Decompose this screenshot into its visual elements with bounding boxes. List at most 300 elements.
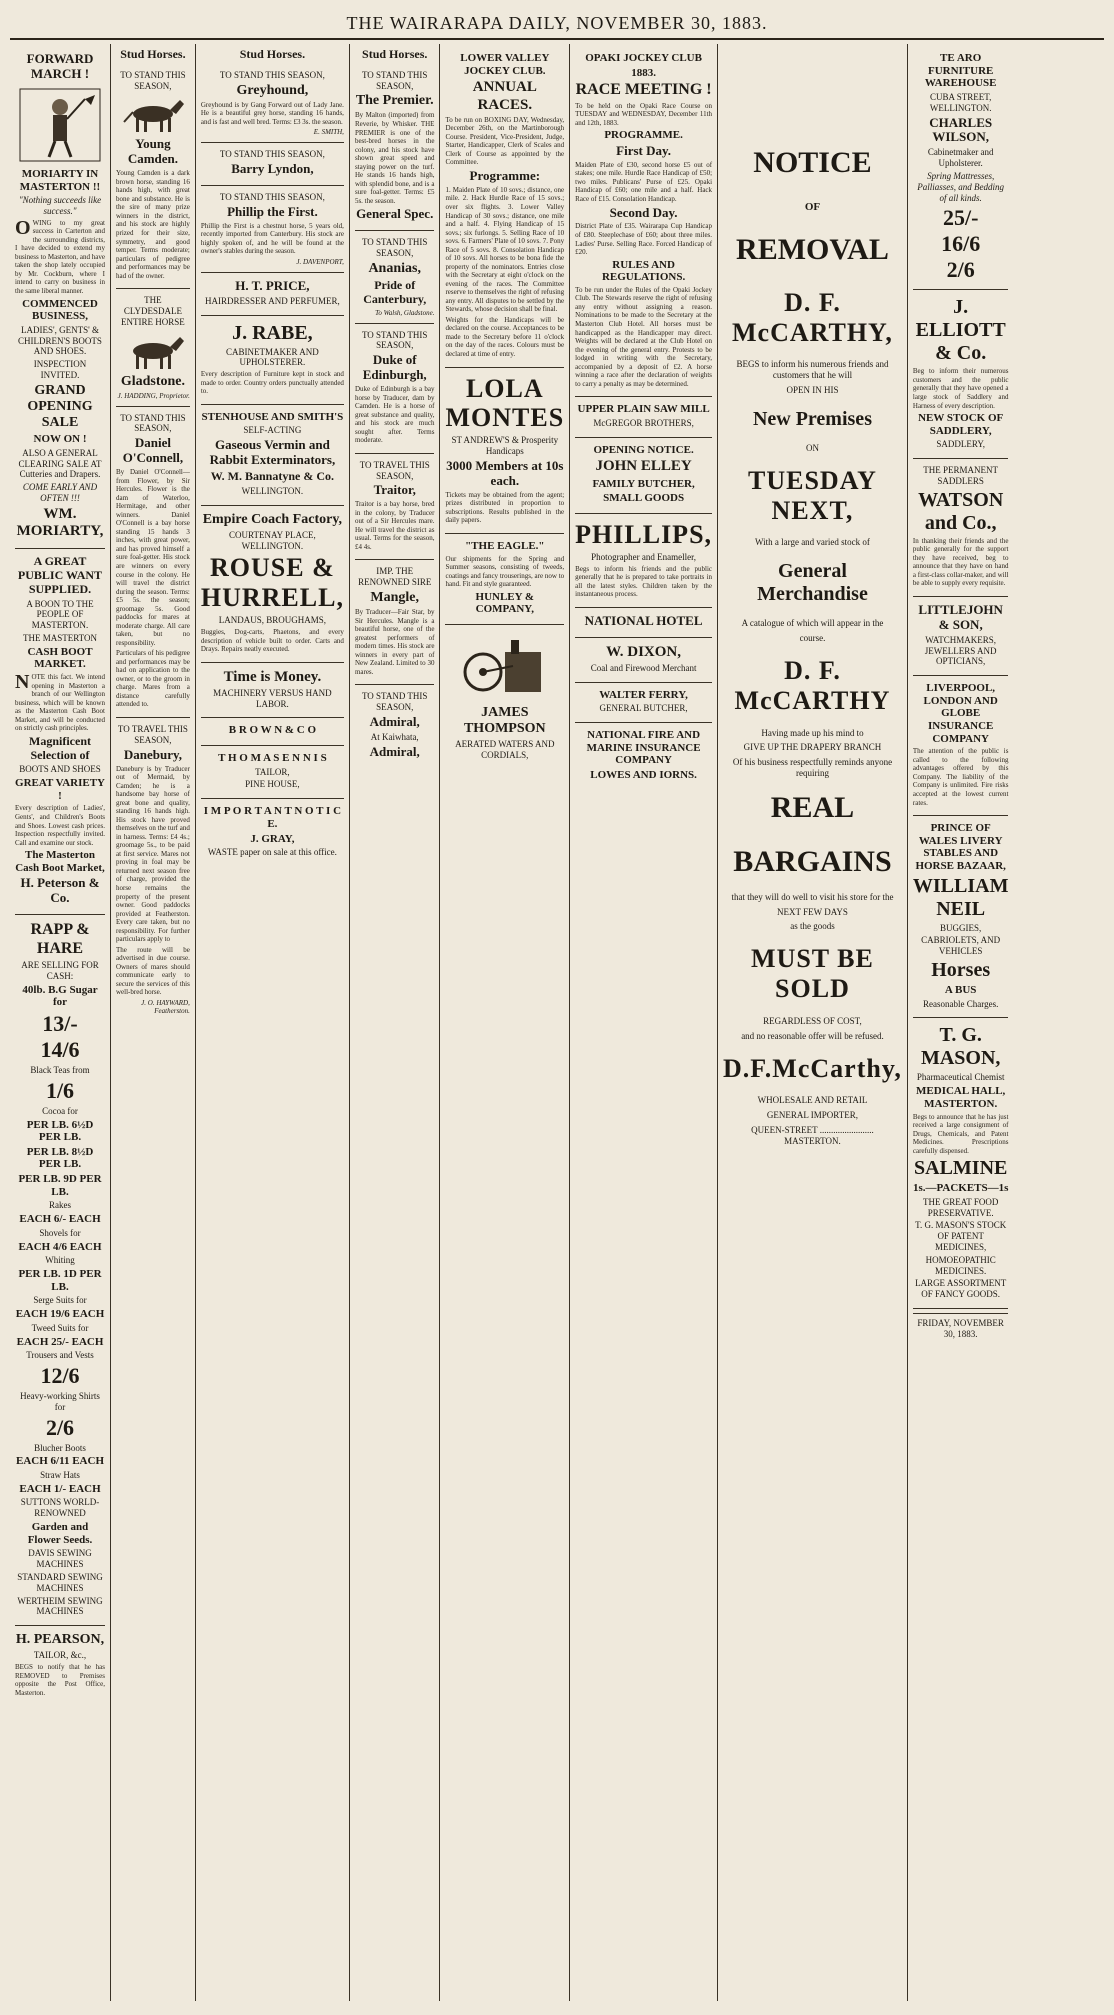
tweed-line: Tweed Suits for — [31, 1322, 89, 1333]
black-teas-price: 1/6 — [45, 1077, 75, 1103]
national-insurance-ad — [575, 723, 712, 790]
column-8 — [908, 44, 1014, 2001]
mason-stock-line: T. G. MASON'S STOCK OF PATENT MEDICINES, — [915, 1220, 1007, 1253]
column-3 — [196, 44, 350, 2001]
danebury-ad — [116, 718, 190, 1021]
watson-ad — [913, 459, 1009, 597]
danebury-body: Danebury is by Traducer out of Mermaid, by Camden; he is a handsome bay horse of great bone and quality, standing 16 hands high. His stock have proved themselves on the turf and in harness. Terms: £4 4s.; groomage 5s., to be paid at first service. Mares not proving in foal may be returned next season free of charge, provided the horse remains the property of the present owner. Good paddocks provided at Featherston. Every care taken, but no responsibility. For further particulars apply to — [116, 764, 190, 944]
phillips-ad — [575, 514, 712, 608]
watchmakers-line: WATCHMAKERS, JEWELLERS AND OPTICIANS, — [924, 634, 997, 667]
pearson-name: H. PEARSON, — [15, 1632, 105, 1648]
coal-line: Coal and Firewood Merchant — [590, 662, 697, 673]
moriarty-body: OWING to my great success in Carterton and the surrounding districts, I have decided to extend my business to Masterton, and have taken the shop lately occupied by Mr. Cockburn, where I intend to carry on business in the same liberal manner. — [15, 216, 105, 295]
shovels-line: Shovels for — [39, 1227, 81, 1238]
rapp-hare-ad — [15, 915, 105, 1626]
mangle-name: Mangle, — [370, 590, 419, 606]
new-stock-line: NEW STOCK OF SADDLERY, — [918, 412, 1004, 437]
wm-moriarty-name: WM. MORIARTY, — [16, 505, 104, 539]
ladies-line: LADIES', GENTS' & CHILDREN'S BOOTS AND SHOES. — [18, 324, 102, 357]
rabe-body: Every description of Furniture kept in stock and made to order. Country orders punctually attended to. — [200, 370, 344, 396]
hunley-name: HUNLEY & COMPANY, — [475, 590, 535, 616]
column-6 — [570, 44, 718, 2001]
sugar-line: 40lb. B.G Sugar for — [22, 983, 98, 1009]
column-7 — [718, 44, 908, 2001]
littlejohn-name: LITTLEJOHN & SON, — [918, 601, 1003, 632]
great-food-line: THE GREAT FOOD PRESERVATIVE. — [923, 1196, 999, 1218]
of-line: OF — [804, 200, 821, 213]
great-variety-line: GREAT VARIETY ! — [15, 777, 105, 802]
walter-ferry-name: WALTER FERRY, — [599, 688, 688, 701]
phillip-first-ad — [201, 186, 344, 273]
begs-line: BEGS to inform his numerous friends and customers that he will — [736, 359, 889, 381]
phillips-body: Begs to inform his friends and the public generally that he is prepared to take portraits in all the latest styles. Children taken by the instantaneous process. — [575, 564, 713, 599]
upper-plain-title: UPPER PLAIN SAW MILL — [577, 403, 710, 416]
elley-name: JOHN ELLEY — [595, 458, 692, 475]
as-goods-line: as the goods — [790, 921, 835, 932]
liverpool-body: The attention of the public is called to the following advantages offered by this Company. The liability of the Company is unlimited. Fire risks accepted at the lowest current rates. — [912, 747, 1009, 807]
removal-heading: REMOVAL — [736, 233, 889, 267]
with-line: With a large and varied stock of — [754, 537, 870, 548]
important-notice-ad — [201, 799, 344, 866]
candles-price: PER LB. 9D PER LB. — [18, 1173, 102, 1198]
mattresses-line: Spring Mattresses, Palliasses, and Bedding of all kinds. — [917, 170, 1005, 203]
small-goods-line: SMALL GOODS — [603, 492, 685, 505]
catalogue-line: A catalogue of which will appear in the — [741, 618, 884, 629]
moriarty-ad — [15, 46, 105, 549]
real-heading: REAL — [770, 790, 855, 824]
ferry-ad — [575, 683, 712, 723]
stand-line: TO STAND THIS SEASON, — [361, 691, 428, 713]
are-selling-line: ARE SELLING FOR CASH: — [21, 960, 99, 981]
stenhouse-name: STENHOUSE AND SMITH'S — [201, 410, 344, 423]
sugar-price: 13/- — [42, 1010, 78, 1036]
traitor-ad — [355, 454, 435, 561]
dixon-ad — [575, 638, 712, 683]
stand-line: TO STAND THIS SEASON, — [361, 329, 428, 351]
chemist-line: Pharmaceutical Chemist — [916, 1072, 1005, 1083]
horses-heading: Horses — [931, 959, 991, 982]
smith-signature: E. SMITH, — [313, 128, 344, 137]
garden-seeds-line: Garden and Flower Seeds. — [27, 1521, 93, 1546]
black-teas-line: Black Teas from — [30, 1064, 90, 1075]
neil-ad — [913, 816, 1009, 1018]
cash-boot-market-ad — [15, 549, 105, 915]
mccarthy-name-2: D. F. McCARTHY — [734, 655, 891, 715]
greyhound-name: Greyhound, — [236, 82, 309, 98]
column-4 — [350, 44, 441, 2001]
lola-body: Tickets may be obtained from the agent; prizes distributed in proportion to subscriptions. Results published in the daily papers. — [445, 490, 565, 525]
lower-valley-officers: To be run on BOXING DAY, Wednesday, December 26th, on the Martinborough Course. President, Vice-President, Judge, Starter, Handicapper, Clerk of Scales and Clerk of Course as appointed by the Committee. — [445, 115, 565, 167]
cabinetmaker-line: CABINETMAKER AND UPHOLSTERER. — [226, 346, 319, 368]
blucher-line: Blucher Boots — [34, 1442, 86, 1453]
upper-plain-ad — [575, 397, 712, 437]
reasonable-line: Reasonable Charges. — [923, 998, 999, 1009]
stand-line: TO STAND THIS SEASON, — [219, 69, 325, 80]
elley-ad — [575, 438, 712, 514]
lower-valley-ad — [445, 46, 564, 368]
straw-line: Straw Hats — [40, 1470, 80, 1481]
that-they-line: that they will do well to visit his store for the — [731, 891, 894, 902]
watson-body: In thanking their friends and the public generally for the support they have received, beg to announce that they have on hand a first-class collar-maker, and will be able to supply every requisite. — [912, 536, 1009, 588]
cash-boot-body: NOTE this fact. We intend opening in Masterton a branch of our Wellington business, which will be known as the Masterton Cash Boot Market, and will be conducted on strictly cash principles. — [15, 671, 105, 733]
course-line: course. — [799, 632, 826, 643]
boots-shoes-line: BOOTS AND SHOES — [19, 764, 101, 775]
salmine-heading: SALMINE — [914, 1157, 1008, 1180]
stenhouse-ad — [201, 405, 344, 506]
moriarty-motto: "Nothing succeeds like success." — [18, 195, 102, 216]
danebury-body-2: The route will be advertised in due course. Owners of mares should communicate early to secure the services of this well-bred horse. — [116, 945, 190, 997]
magnificent-heading: Magnificent Selection of — [29, 733, 91, 762]
come-early-line: COME EARLY AND OFTEN !!! — [22, 482, 98, 503]
brown-ad — [201, 718, 344, 746]
traitor-name: Traitor, — [373, 482, 416, 498]
mason-name: T. G. MASON, — [920, 1024, 1001, 1070]
ananias-name: Ananias, — [368, 260, 421, 276]
travel-line: TO TRAVEL THIS SEASON, — [359, 459, 430, 481]
race-meeting-title: RACE MEETING ! — [575, 81, 712, 99]
tuesday-heading: TUESDAY NEXT, — [748, 465, 877, 525]
general-merchandise-heading: General Merchandise — [757, 560, 868, 606]
homoeopathic-line: HOMOEOPATHIC MEDICINES. — [925, 1254, 996, 1276]
photographer-line: Photographer and Enameller, — [591, 551, 697, 562]
column-2 — [111, 44, 196, 2001]
annual-races-title: ANNUAL RACES. — [472, 79, 537, 113]
whiting-line: Whiting — [45, 1255, 75, 1266]
large-assortment-line: LARGE ASSORTMENT OF FANCY GOODS. — [915, 1278, 1007, 1300]
eagle-title: "THE EAGLE." — [465, 539, 545, 552]
mangle-body: By Traducer—Fair Star, by Sir Hercules. Mangle is a beautiful horse, one of the greatest performers of modern times. His stock are winners in every part of New Zealand. Limited to 30 mares. — [354, 608, 435, 676]
young-camden-body: Young Camden is a dark brown horse, standing 16 hands high, with great bone and substance. He is the sire of many prize winners in the district, and his stock are highly prized for their size, symmetry, and good temper. Terms moderate; particulars of pedigree and performances may be had of the owner. — [116, 169, 190, 280]
column-5 — [440, 44, 570, 2001]
price-name: H. T. PRICE, — [235, 277, 310, 293]
soldier-illustration — [15, 85, 105, 165]
admiral-ad — [355, 685, 435, 767]
wertheim-line: WERTHEIM SEWING MACHINES — [17, 1595, 103, 1617]
no-reasonable-line: and no reasonable offer will be refused. — [741, 1030, 884, 1041]
danebury-name: Danebury, — [123, 746, 182, 762]
daniel-oconnell-name: Daniel O'Connell, — [122, 435, 184, 466]
masterton-cash-line: The Masterton Cash Boot Market, — [15, 849, 105, 874]
wholesale-line: WHOLESALE AND RETAIL — [757, 1095, 868, 1106]
tea-price: 14/6 — [40, 1036, 80, 1062]
rapp-hare-title: RAPP & HARE — [30, 921, 90, 957]
greyhound-ad — [201, 64, 344, 143]
rouse-hurrell-name: ROUSE & HURRELL, — [200, 553, 344, 613]
machinery-illustration — [455, 632, 555, 702]
mccarthy-name-3: D.F.McCarthy, — [723, 1053, 902, 1083]
rules-body: To be run under the Rules of the Opaki Jockey Club. The Stewards reserve the right of refusing any entry without assigning a reason. Nominations to be made to the Secretary at the Masterton Club Hotel. All horses must be handicapped as the Handicapper may direct. Weights will be declared at the Club Hotel on the evening of the general entry. Protests to be lodged in writing with the Secretary, accompanied by a deposit of £2. A horse winning a race after the declaration of weights to carry a penalty as may be determined. — [575, 285, 713, 388]
duke-body: Duke of Edinburgh is a bay horse by Traducer, dam by Camden. He is a horse of great substance and quality, and his stock are much sought after. Terms moderate. — [354, 385, 435, 445]
daniel-oconnell-body-2: Particulars of his pedigree and performances may be had on application to the owner, or to the groom in charge. Mares from a distance carefully attended to. — [116, 649, 190, 709]
national-insurance-title: NATIONAL FIRE AND MARINE INSURANCE COMPANY — [586, 729, 701, 767]
cash-boot-heading: CASH BOOT MARKET. — [27, 645, 93, 671]
shirts-line: Heavy-working Shirts for — [20, 1390, 100, 1412]
price-2-6: 2/6 — [946, 257, 975, 283]
mcgregor-line: McGREGOR BROTHERS, — [593, 417, 694, 428]
premier-name: The Premier. — [355, 93, 434, 109]
whiting-price: PER LB. 1D PER LB. — [18, 1268, 102, 1293]
traitor-body: Traitor is a bay horse, bred in the colony, by Traducer out of a Sir Hercules mare. He will travel the district as usual. Terms for the season, £4 4s. — [354, 500, 435, 551]
price-25: 25/- — [942, 205, 979, 231]
opaki-intro: To be held on the Opaki Race Course on TUESDAY and WEDNESDAY, December 11th and 12th, 1883. — [575, 101, 713, 127]
travel-line: TO TRAVEL THIS SEASON, — [117, 724, 188, 745]
inspection-line: INSPECTION INVITED. — [33, 359, 87, 380]
general-butcher-line: GENERAL BUTCHER, — [599, 703, 688, 714]
thompson-name: JAMES THOMPSON — [463, 704, 546, 737]
pine-house: PINE HOUSE, — [245, 779, 300, 790]
masthead-title: THE WAIRARAPA DAILY, NOVEMBER 30, 1883. — [346, 13, 768, 33]
opening-notice-title: OPENING NOTICE. — [593, 443, 694, 456]
stand-line: TO STAND THIS SEASON, — [361, 237, 428, 259]
importer-line: GENERAL IMPORTER, — [766, 1110, 859, 1121]
phillip-body: Phillip the First is a chestnut horse, 5 years old, recently imported from Canterbury. His stock are highly spoken of, and he will be found at the owner's stables during the season. — [200, 221, 344, 256]
pearson-ad — [15, 1626, 105, 1705]
having-line: Having made up his mind to — [761, 727, 864, 738]
kaiwhata-line: At Kaiwhata, — [370, 731, 419, 742]
mangle-ad — [355, 560, 435, 685]
william-neil-name: WILLIAM NEIL — [912, 874, 1009, 920]
stand-line: TO STAND THIS SEASON, — [120, 69, 186, 91]
trousers-line: Trousers and Vests — [26, 1350, 94, 1361]
ennis-ad — [201, 746, 344, 799]
cabinetmaker-line: Cabinetmaker and Upholsterer. — [927, 147, 994, 169]
lola-title: LOLA MONTES — [445, 373, 565, 433]
grand-opening-heading: GRAND OPENING SALE — [27, 382, 93, 430]
permanent-line: THE PERMANENT SADDLERS — [923, 465, 999, 486]
gladstone-ad — [116, 289, 190, 406]
gladstone-name: Gladstone. — [120, 373, 186, 389]
littlejohn-ad — [913, 597, 1009, 676]
lower-valley-title: LOWER VALLEY JOCKEY CLUB. — [460, 52, 550, 77]
phillips-name: PHILLIPS, — [575, 519, 713, 549]
the-masterton-line: THE MASTERTON — [22, 632, 98, 643]
pearson-tailor: TAILOR, &c., — [33, 1650, 87, 1661]
national-hotel-title: NATIONAL HOTEL — [584, 612, 703, 628]
horse-illustration — [118, 331, 188, 371]
charles-wilson-name: CHARLES WILSON, — [929, 114, 993, 145]
opaki-ad — [575, 46, 712, 397]
dixon-name: W. DIXON, — [606, 643, 682, 660]
clearing-line: ALSO A GENERAL CLEARING SALE AT Cutteries and Drapers. — [18, 447, 102, 480]
mason-ad — [913, 1018, 1009, 1309]
tweed-price: EACH 25/- EACH — [16, 1335, 104, 1348]
pride-name: Pride of Canterbury, — [363, 277, 427, 306]
courtenay-line: COURTENAY PLACE, WELLINGTON. — [228, 529, 316, 551]
shovels-price: EACH 4/6 EACH — [18, 1240, 102, 1253]
duke-name: Duke of Edinburgh, — [362, 352, 427, 383]
raisins-price: PER LB. 8½D PER LB. — [26, 1145, 94, 1171]
trousers-price: 12/6 — [40, 1362, 80, 1388]
rules-title: RULES AND REGULATIONS. — [601, 258, 686, 284]
elliott-ad — [913, 290, 1009, 459]
family-butcher-line: FAMILY BUTCHER, — [592, 477, 695, 490]
premier-ad — [355, 64, 435, 231]
pearson-body: BEGS to notify that he has REMOVED to Premises opposite the Post Office, Masterton. — [15, 1663, 105, 1697]
hairdresser-line: HAIRDRESSER AND PERFUMER, — [205, 295, 340, 306]
bannatyne-city: WELLINGTON. — [241, 485, 304, 496]
of-his-line: Of his business respectfully reminds anyone requiring — [732, 757, 893, 778]
bus-line: A BUS — [944, 984, 977, 997]
rabe-ad — [201, 316, 344, 405]
te-aro-title: TE ARO FURNITURE WAREHOUSE — [924, 52, 997, 90]
national-hotel-ad — [575, 608, 712, 638]
stud-horses-heading: Stud Horses. — [362, 47, 428, 61]
daniel-oconnell-body: By Daniel O'Connell—from Flower, by Sir Hercules. Flower is the dam of Waterloo, Hermitage, and other winners. Daniel O'Connell is a bay horse standing 15 hands 3 inches, with great power, and has proved himself a sure foal-getter. His stock are winners on every course in the colony. He will travel the district during the season. Terms: £5 5s. the season; groomage 5s. Good paddocks for mares at moderate charge. All care taken, but no responsibility. — [116, 468, 190, 647]
price-16-6: 16/6 — [941, 231, 981, 257]
stud-horses-heading: Stud Horses. — [120, 47, 186, 61]
masthead — [10, 0, 1104, 40]
ennis-tailor: TAILOR, — [255, 766, 290, 777]
watson-name: WATSON and Co., — [918, 488, 1004, 534]
notice-heading: NOTICE — [753, 146, 872, 179]
lola-ad — [445, 368, 564, 534]
column-grid — [10, 44, 1104, 2001]
vehicles-line: CABRIOLETS, AND VEHICLES — [921, 935, 1001, 957]
mason-body: Begs to announce that he has just received a large consignment of Drugs, Chemicals, and Patent Medicines. Prescriptions carefully dispensed. — [912, 1112, 1009, 1155]
straw-price: EACH 1/- EACH — [19, 1482, 101, 1495]
forward-heading: FORWARD MARCH ! — [26, 51, 94, 81]
lowes-iorns-line: LOWES AND IORNS. — [590, 768, 697, 781]
liverpool-ad — [913, 676, 1009, 816]
eagle-body: Our shipments for the Spring and Summer seasons, consisting of tweeds, coatings and fancy trouserings, are now to hand. Fit and style guaranteed. — [445, 554, 565, 589]
duke-ad — [355, 324, 435, 454]
time-money-ad — [201, 663, 344, 719]
now-on-line: NOW ON ! — [33, 433, 87, 446]
buggies-line: BUGGIES, — [940, 922, 982, 933]
rouse-body: Buggies, Dog-carts, Phaetons, and every description of vehicle built to order. Carts and Drays. Repairs neatly executed. — [200, 627, 344, 654]
first-day-body: Maiden Plate of £30, second horse £5 out of stakes; one mile. Hurdle Race Handicap of £50; two miles. Publicans' Purse of £25. Opaki Handicap of £60; one mile and a half. Hack Race of £15. Consolation Handicap. — [575, 160, 713, 203]
suttons-line: SUTTONS WORLD-RENOWNED — [20, 1497, 100, 1519]
saddlery-line: SADDLERY, — [936, 439, 985, 450]
stand-line: TO STAND THIS SEASON, — [219, 149, 325, 160]
second-day-title: Second Day. — [609, 204, 678, 220]
give-up-line: GIVE UP THE DRAPERY BRANCH — [743, 742, 882, 753]
queen-street-line: QUEEN-STREET ........................ MASTERTON. — [751, 1125, 874, 1146]
stand-line: TO STAND THIS SEASON, — [120, 412, 186, 434]
time-money-title: Time is Money. — [223, 668, 322, 685]
public-want-heading: A GREAT PUBLIC WANT SUPPLIED. — [17, 554, 103, 596]
barry-lyndon-ad — [201, 143, 344, 186]
daniel-oconnell-ad — [116, 407, 190, 718]
phillip-first-name: Phillip the First. — [227, 203, 318, 219]
peterson-name: H. Peterson & Co. — [20, 875, 100, 906]
elliott-name: J. ELLIOTT & Co. — [915, 296, 1006, 365]
new-premises-heading: New Premises — [752, 407, 872, 430]
shirts-price: 2/6 — [45, 1414, 75, 1440]
first-day-title: First Day. — [616, 142, 672, 158]
standard-line: STANDARD SEWING MACHINES — [17, 1571, 103, 1593]
cordials-line: AERATED WATERS AND CORDIALS, — [455, 739, 555, 760]
prince-title: PRINCE OF WALES LIVERY STABLES AND HORSE BAZAAR, — [915, 822, 1006, 872]
self-acting-line: SELF-ACTING — [243, 425, 302, 436]
clydesdale-line: THE CLYDESDALE ENTIRE HORSE — [121, 295, 185, 327]
currants-price: PER LB. 6½D PER LB. — [26, 1118, 94, 1144]
imported-line: IMP. THE RENOWNED SIRE — [358, 566, 432, 588]
opaki-year: 1883. — [631, 66, 656, 79]
brown-name: B R O W N & C O — [228, 724, 317, 737]
hayward-signature: J. O. HAYWARD, Featherston. — [141, 998, 190, 1015]
wilson-ad — [913, 46, 1009, 290]
davenport-signature: J. DAVENPORT, — [296, 257, 344, 266]
general-spec-name: General Spec. — [356, 206, 434, 222]
bannatyne-name: W. M. Bannatyne & Co. — [210, 469, 335, 484]
eagle-ad — [445, 534, 564, 625]
medical-hall-line: MEDICAL HALL, MASTERTON. — [916, 1085, 1006, 1110]
gray-name: J. GRAY, — [250, 832, 295, 845]
important-title: I M P O R T A N T N O T I C E. — [203, 805, 342, 830]
premier-body: By Malton (imported) from Reverie, by Whisker. THE PREMIER is one of the best-bred horses in the colony, and his stock have shown great speed and staying power on the turf. He stands 16 hands high, with splendid bone, and is a sure foal-getter. Terms: £5 5s. the season. — [354, 111, 435, 205]
variety-body: Every description of Ladies', Gents', and Children's Boots and Shoes. Lowest cash prices. Inspection respectfully invited. Call and examine our stock. — [15, 804, 105, 847]
thompson-ad — [445, 625, 564, 769]
open-in-line: OPEN IN HIS — [786, 385, 839, 396]
stand-line: TO STAND THIS SEASON, — [361, 69, 428, 91]
blucher-price: EACH 6/11 EACH — [15, 1455, 104, 1468]
rakes-line: Rakes — [49, 1200, 71, 1211]
admiral-name: Admiral, — [369, 713, 420, 729]
must-be-sold-heading: MUST BE SOLD — [751, 944, 874, 1004]
lola-sub: ST ANDREW'S & Prosperity Handicaps — [451, 435, 559, 457]
cocoa-line: Cocoa for — [42, 1105, 78, 1116]
price-hairdresser-ad — [201, 273, 344, 316]
greyhound-body: Greyhound is by Gang Forward out of Lady Jane. He is a beautiful grey horse, standing 16 hands, and is fast and well bred. Terms: £3 3s. the season. — [200, 100, 344, 126]
machinery-line: MACHINERY VERSUS HAND LABOR. — [213, 687, 332, 709]
mccarthy-name-1: D. F. McCARTHY, — [731, 287, 893, 347]
programme-title: PROGRAMME. — [604, 129, 683, 142]
moriarty-title: MORIARTY IN MASTERTON !! — [19, 167, 101, 193]
walsh-signature: To Walsh, Gladstone. — [375, 308, 435, 317]
ananias-ad — [355, 231, 435, 323]
programme-body: 1. Maiden Plate of 10 sovs.; distance, one mile. 2. Hack Hurdle Race of 15 sovs.; over six flights. 3. Lower Valley Handicap of 30 sovs.; distance, one mile and a half. 4. Flying Handicap of 15 sovs.; six furlongs. 5. Selling Race of 10 sovs. 6. Farmers' Plate of 10 sovs. 7. Pony Race of 5 sovs. 8. Consolation Handicap of 10 sovs. All horses to be bona fide the property of the nominators. Entries close with the Secretary at eight o'clock on the evening of the races. The Committee reserve to themselves the right of refusing any entry. All disputes to be settled by the Stewards, whose decision shall be final. — [445, 185, 565, 314]
regardless-line: REGARDLESS OF COST, — [763, 1015, 862, 1026]
hadding-signature: J. HADDING, Proprietor. — [117, 391, 190, 400]
column-1 — [10, 44, 111, 2001]
serge-price: EACH 19/6 EACH — [15, 1308, 105, 1321]
boon-line: A BOON TO THE PEOPLE OF MASTERTON. — [26, 598, 94, 631]
empire-coach-title: Empire Coach Factory, — [202, 511, 343, 527]
members-line: 3000 Members at 10s each. — [446, 457, 564, 488]
bargains-heading: BARGAINS — [733, 845, 892, 879]
packets-line: 1s.—PACKETS—1s — [912, 1182, 1009, 1195]
liverpool-title: LIVERPOOL, LONDON AND GLOBE INSURANCE COMPANY — [923, 682, 998, 745]
next-few-line: NEXT FEW DAYS — [777, 906, 848, 917]
serge-line: Serge Suits for — [33, 1295, 87, 1306]
commenced-heading: COMMENCED BUSINESS, — [22, 297, 98, 323]
young-camden-name: Young Camden. — [127, 136, 179, 167]
on-line: ON — [805, 442, 819, 453]
admiral-name-2: Admiral, — [369, 743, 420, 759]
empire-coach-ad — [201, 506, 344, 663]
second-day-body: District Plate of £35. Wairarapa Cup Handicap of £80. Steeplechase of £60; about three miles. Ladies' Purse. Selling Race. Forced Handicap of £20. — [575, 222, 713, 257]
programme-body-2: Weights for the Handicaps will be declared on the course. Acceptances to be made to the Secretary before 11 o'clock on the day of the races. Colours must be declared at time of entry. — [445, 315, 565, 358]
gaseous-line: Gaseous Vermin and Rabbit Exterminators, — [209, 437, 336, 468]
ennis-name: T H O M A S E N N I S — [218, 752, 327, 765]
stud-horses-heading: Stud Horses. — [239, 47, 306, 61]
programme-title: Programme: — [469, 167, 541, 183]
davis-line: DAVIS SEWING MACHINES — [28, 1548, 92, 1570]
elliott-body: Beg to inform their numerous customers and the public generally that they have opened a large stock of Saddlery and Harness of every description. — [912, 367, 1009, 410]
opaki-title: OPAKI JOCKEY CLUB — [585, 52, 702, 64]
waste-paper-line: WASTE paper on sale at this office. — [207, 847, 337, 858]
young-camden-ad — [116, 64, 190, 289]
landaus-line: LANDAUS, BROUGHAMS, — [218, 615, 327, 626]
dateline: FRIDAY, NOVEMBER 30, 1883. — [917, 1318, 1004, 1339]
rabe-name: J. RABE, — [232, 321, 313, 344]
rakes-price: EACH 6/- EACH — [19, 1213, 101, 1226]
cuba-line: CUBA STREET, WELLINGTON. — [929, 91, 992, 113]
horse-illustration — [118, 94, 188, 134]
stand-line: TO STAND THIS SEASON, — [219, 192, 325, 203]
barry-lyndon-name: Barry Lyndon, — [231, 161, 314, 177]
